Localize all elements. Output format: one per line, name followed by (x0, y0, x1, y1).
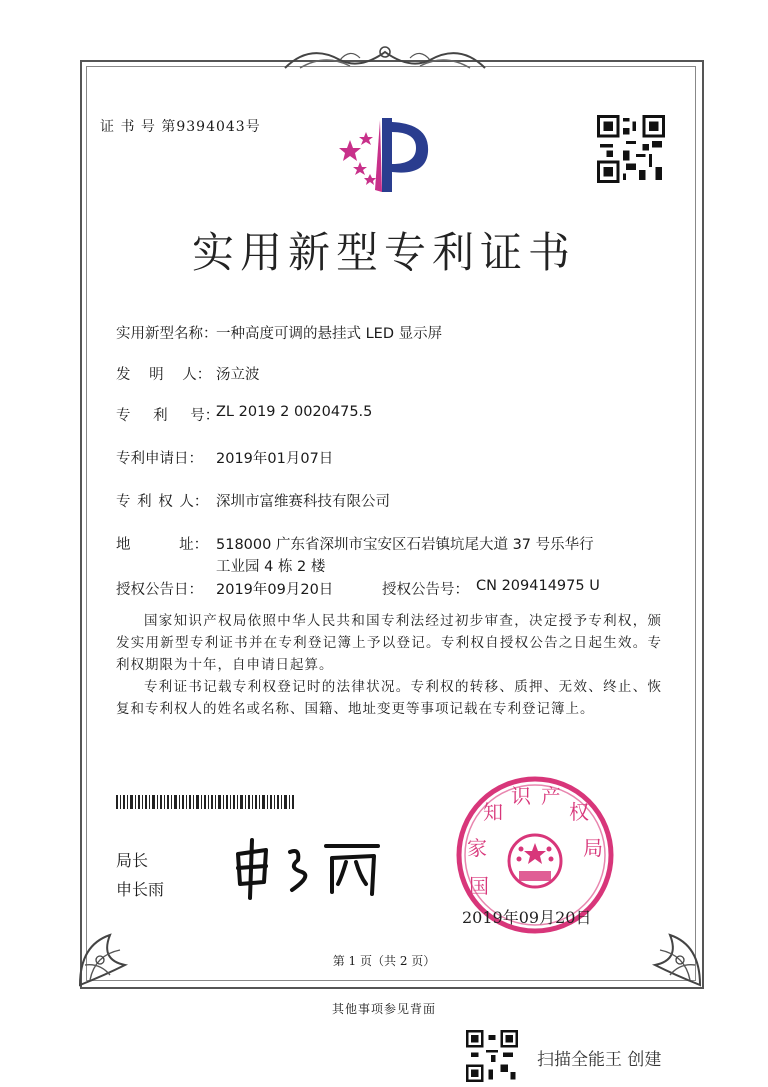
scanner-watermark-text: 扫描全能王 创建 (537, 1050, 662, 1070)
patent-number-value: ZL 2019 2 0020475.5 (216, 404, 373, 420)
legal-paragraph-2: 专利证书记载专利权登记时的法律状况。专利权的转移、质押、无效、终止、恢复和专利权人的姓名或名称、国籍、地址变更等事项记载在专利登记簿上。 (116, 679, 662, 717)
patentee-label: 专 利 权 人： (116, 494, 209, 510)
bottom-right-ornament (620, 905, 710, 995)
patent-number-label: 专 利 号： (116, 408, 220, 424)
cnipa-logo-icon (330, 110, 440, 200)
qr-code-icon (597, 115, 665, 183)
svg-text:国: 国 (469, 874, 489, 898)
grant-date-label: 授权公告日： (116, 582, 203, 598)
address-line-1: 518000 广东省深圳市宝安区石岩镇坑尾大道 37 号乐华行 (216, 537, 594, 553)
seal-date: 2019年09月20日 (462, 908, 592, 927)
page-indicator: 第 1 页（共 2 页） (332, 954, 436, 968)
signatory-role: 局长 (116, 851, 149, 870)
svg-text:知: 知 (483, 800, 503, 824)
legal-paragraph-1: 国家知识产权局依照中华人民共和国专利法经过初步审查，决定授予专利权，颁发实用新型专利证书并在专利登记簿上予以登记。专利权自授权公告之日起生效。专利权期限为十年，自申请日起算。 (116, 613, 662, 673)
filing-date-label: 专利申请日： (116, 451, 203, 467)
barcode-icon (116, 795, 296, 809)
filing-date-value: 2019年01月07日 (216, 451, 334, 467)
utility-name-label: 实用新型名称： (116, 326, 218, 342)
svg-text:识: 识 (511, 784, 531, 808)
svg-text:家: 家 (467, 836, 487, 860)
bottom-left-ornament (70, 905, 160, 995)
patentee-value: 深圳市富维赛科技有限公司 (216, 494, 390, 510)
certificate-title: 实用新型专利证书 (191, 228, 576, 277)
address-line-2: 工业园 4 栋 2 楼 (216, 559, 326, 575)
grant-number-label: 授权公告号： (382, 582, 469, 598)
signatory-name: 申长雨 (116, 880, 165, 899)
grant-number-value: CN 209414975 U (476, 578, 600, 594)
handwritten-signature (228, 832, 388, 902)
inventor-label: 发 明 人： (116, 367, 212, 383)
top-ornament-decoration (280, 38, 490, 78)
address-label: 地 址： (116, 537, 209, 553)
utility-name-value: 一种高度可调的悬挂式 LED 显示屏 (216, 326, 443, 342)
scanner-qr-icon (466, 1030, 518, 1082)
grant-date-value: 2019年09月20日 (216, 582, 334, 598)
back-note: 其他事项参见背面 (331, 1002, 436, 1016)
certificate-number: 证 书 号 第9394043号 (100, 119, 261, 135)
svg-text:局: 局 (583, 836, 603, 860)
svg-text:权: 权 (569, 800, 589, 824)
svg-text:产: 产 (541, 784, 561, 808)
inventor-value: 汤立波 (216, 367, 260, 383)
